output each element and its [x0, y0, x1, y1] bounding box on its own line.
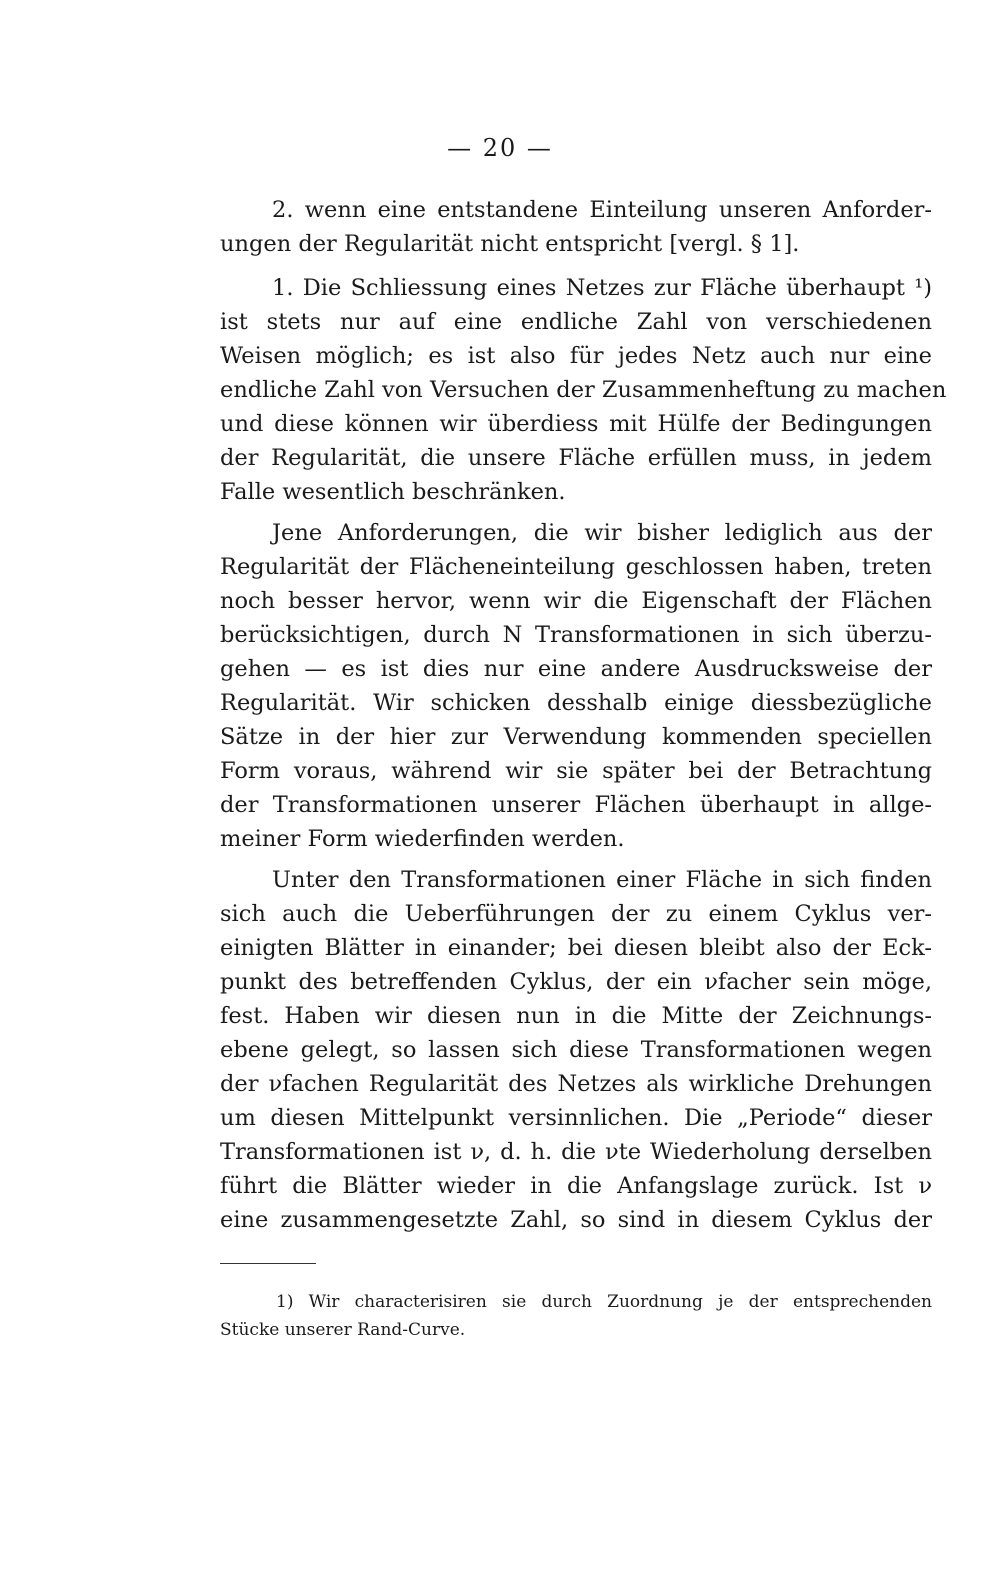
text-line: Regularität. Wir schicken desshalb einige diessbezügliche — [220, 690, 932, 716]
text-line: fest. Haben wir diesen nun in die Mitte der Zeichnungs- — [220, 1003, 932, 1029]
text-line: Falle wesentlich beschränken. — [220, 479, 566, 505]
text-line: ist stets nur auf eine endliche Zahl von verschiedenen — [220, 309, 932, 335]
footnote-line: 1) Wir characterisiren sie durch Zuordnung je der entsprechenden — [276, 1292, 932, 1312]
text-line: noch besser hervor, wenn wir die Eigenschaft der Flächen — [220, 588, 932, 614]
footnote-divider — [220, 1263, 316, 1264]
text-line: Unter den Transformationen einer Fläche in sich finden — [272, 867, 932, 893]
text-line: 1. Die Schliessung eines Netzes zur Fläche überhaupt ¹) — [272, 275, 932, 301]
text-line: ungen der Regularität nicht entspricht [vergl. § 1]. — [220, 231, 800, 257]
page-number: — 20 — — [447, 134, 553, 162]
text-line: Weisen möglich; es ist also für jedes Netz auch nur eine — [220, 343, 932, 369]
text-line: punkt des betreffenden Cyklus, der ein νfacher sein möge, — [220, 969, 932, 995]
text-line: Transformationen ist ν, d. h. die νte Wiederholung derselben — [220, 1139, 932, 1165]
text-line: der Regularität, die unsere Fläche erfüllen muss, in jedem — [220, 445, 932, 471]
text-line: 2. wenn eine entstandene Einteilung unseren Anforder- — [272, 197, 932, 223]
text-line: Form voraus, während wir sie später bei der Betrachtung — [220, 758, 932, 784]
text-line: der νfachen Regularität des Netzes als wirkliche Drehungen — [220, 1071, 932, 1097]
text-line: eine zusammengesetzte Zahl, so sind in diesem Cyklus der — [220, 1207, 932, 1233]
text-line: führt die Blätter wieder in die Anfangslage zurück. Ist ν — [220, 1173, 932, 1199]
text-line: Sätze in der hier zur Verwendung kommenden speciellen — [220, 724, 932, 750]
text-line: Regularität der Flächeneinteilung geschlossen haben, treten — [220, 554, 932, 580]
text-line: um diesen Mittelpunkt versinnlichen. Die „Periode“ dieser — [220, 1105, 932, 1131]
text-line: ebene gelegt, so lassen sich diese Transformationen wegen — [220, 1037, 932, 1063]
text-line: Jene Anforderungen, die wir bisher lediglich aus der — [272, 520, 932, 546]
text-line: und diese können wir überdiess mit Hülfe der Bedingungen — [220, 411, 932, 437]
text-line: berücksichtigen, durch N Transformationen in sich überzu- — [220, 622, 932, 648]
text-line: endliche Zahl von Versuchen der Zusammenheftung zu machen — [220, 377, 947, 403]
text-line: der Transformationen unserer Flächen überhaupt in allge- — [220, 792, 932, 818]
text-line: einigten Blätter in einander; bei diesen bleibt also der Eck- — [220, 935, 932, 961]
text-line: gehen — es ist dies nur eine andere Ausdrucksweise der — [220, 656, 932, 682]
footnote-line: Stücke unserer Rand-Curve. — [220, 1320, 466, 1340]
text-line: meiner Form wiederfinden werden. — [220, 826, 625, 852]
text-line: sich auch die Ueberführungen der zu einem Cyklus ver- — [220, 901, 932, 927]
